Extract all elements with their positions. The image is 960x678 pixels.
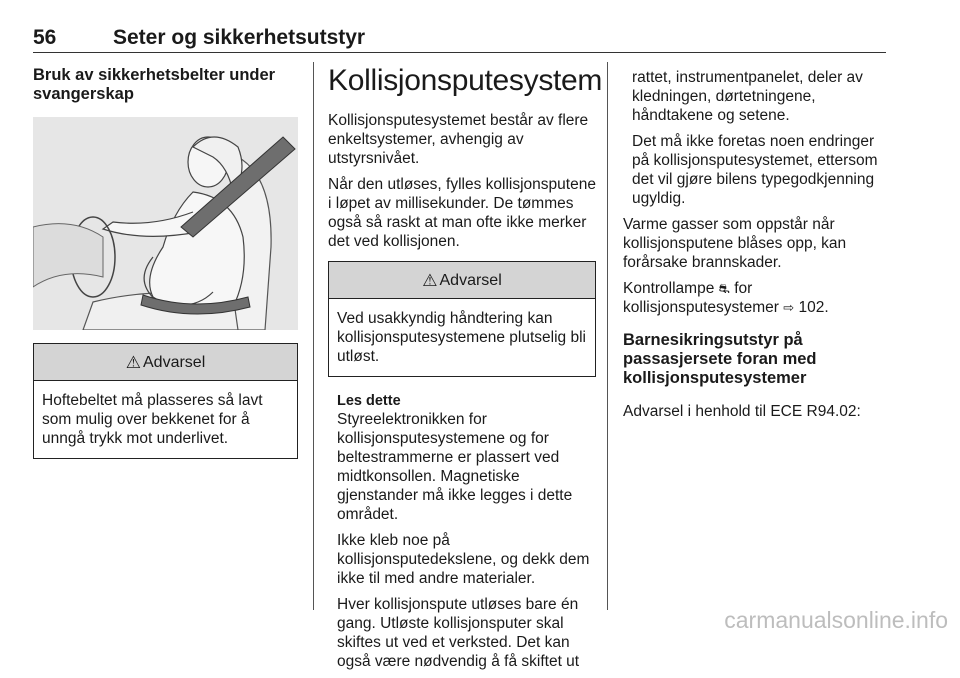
paragraph [623, 279, 889, 317]
pregnancy-heading: Bruk av sikkerhetsbelter under svangerskap [33, 66, 276, 103]
airbag-lamp-icon: ⛐ [718, 281, 730, 296]
note-paragraph: Hver kollisjonspute utløses bare én gang. Utløste kollisjonsputer skal skiftes ut ved et verksted. Det kan også være nødvendig å få skiftet ut [337, 596, 580, 670]
pregnant-seatbelt-illustration [33, 117, 298, 330]
warning-header [329, 262, 595, 299]
column-divider [313, 62, 314, 610]
note-paragraph: Det må ikke foretas noen endringer på kollisjonsputesystemet, ettersom det vil gjøre bilens typegodkjenning ugyldig. [632, 133, 878, 207]
child-restraint-heading: Barnesikringsutstyr på passasjersete foran med kollisjonsputesystemer [623, 331, 817, 387]
warning-triangle-icon: ⚠ [422, 270, 438, 290]
warning-title: Advarsel [143, 353, 206, 371]
watermark: carmanualsonline.info [724, 607, 948, 633]
page-number: 56 [33, 26, 57, 49]
section-title: Seter og sikkerhetsutstyr [113, 26, 366, 49]
paragraph-text: Kontrollampe [623, 280, 715, 297]
paragraph-text: for kollisjonsputesystemer [623, 280, 779, 316]
column-3 [623, 64, 889, 428]
warning-triangle-icon: ⚠ [125, 352, 141, 372]
note-paragraph: Styreelektronikken for kollisjonsputesystemene og for beltestrammerne er plassert ved midtkonsollen. Magnetiske gjenstander må ikke legges i dette området. [337, 411, 573, 523]
page-ref-link[interactable]: 102. [798, 299, 829, 316]
paragraph: Advarsel i henhold til ECE R94.02: [623, 403, 861, 420]
note-paragraph: Ikke kleb noe på kollisjonsputedekslene, og dekk dem ikke til med andre materialer. [337, 532, 590, 587]
column-2 [328, 64, 603, 678]
warning-box [328, 261, 596, 377]
warning-title: Advarsel [439, 271, 502, 289]
warning-header [34, 344, 297, 381]
page-ref-arrow-icon: ⇨ [783, 300, 795, 315]
column-divider [607, 62, 608, 610]
paragraph: Varme gasser som oppstår når kollisjonsputene blåses opp, kan forårsake brannskader. [623, 216, 847, 271]
warning-text: Ved usakkyndig håndtering kan kollisjonsputesystemene plutselig bli utløst. [337, 310, 586, 365]
paragraph: Når den utløses, fylles kollisjonsputene i løpet av millisekunder. De tømmes også så raskt at man ofte ikke merker det ved kollisjonen. [328, 176, 596, 250]
warning-box [33, 343, 298, 459]
note-paragraph: rattet, instrumentpanelet, deler av kledningen, dørtetningene, håndtakene og setene. [632, 69, 863, 124]
page-header [33, 26, 886, 53]
column-1 [33, 66, 298, 459]
paragraph: Kollisjonsputesystemet består av flere enkeltsystemer, avhengig av utstyrsnivået. [328, 112, 589, 167]
warning-text: Hoftebeltet må plasseres så lavt som mulig over bekkenet for å unngå trykk mot underlivet. [42, 392, 263, 447]
airbag-heading: Kollisjonsputesystem [328, 64, 603, 97]
note-title: Les dette [337, 393, 401, 409]
